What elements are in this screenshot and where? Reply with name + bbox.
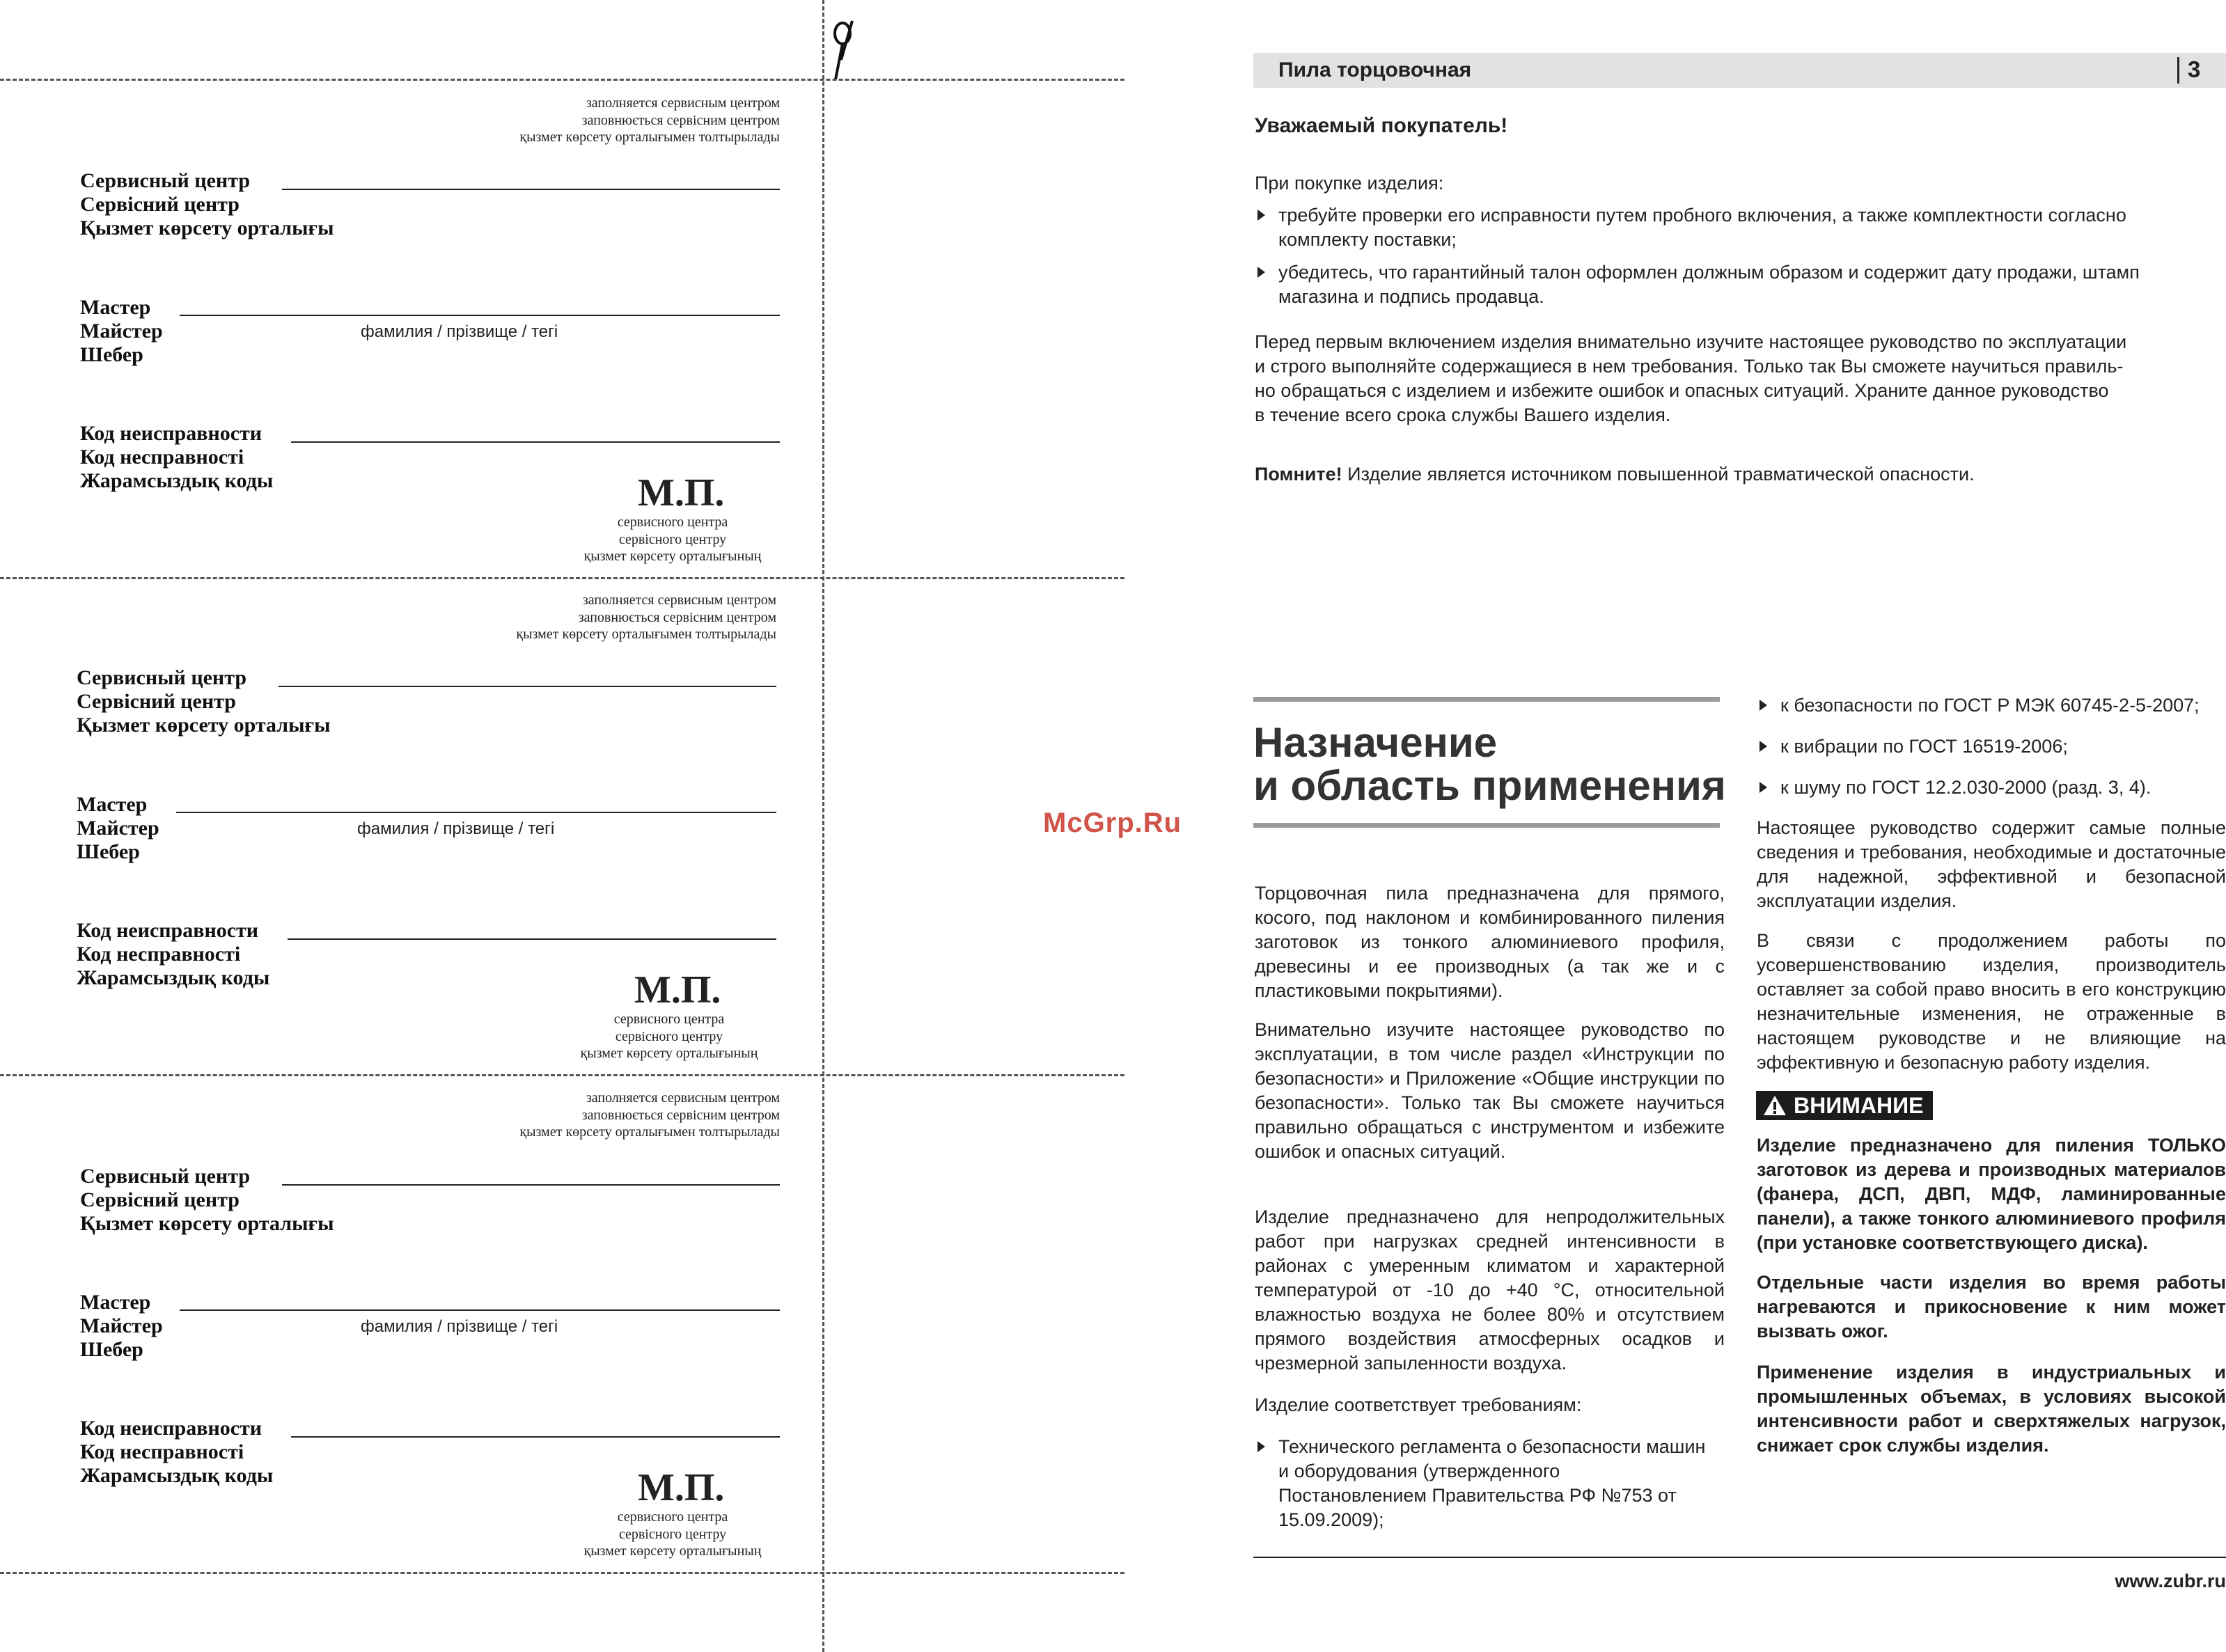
master-label: Мастер Майстер Шебер bbox=[77, 793, 159, 863]
stamp-note: сервисного центра сервісного центру қызмет көрсету орталығының bbox=[580, 1012, 758, 1061]
before-use-paragraph: Перед первым включением изделия внимательно изучите настоящее руководство по эксплуатации и строго выполняйте содержащиеся в нем требования. Только так Вы сможете научиться правиль- но обращаться с изделием и избежите ошибок и опасных ситуаций. Храните данное руководство в течение всего срока службы Вашего изделия. bbox=[1255, 331, 2127, 425]
service-center-field[interactable] bbox=[282, 1184, 780, 1186]
purchase-bullet-2: убедитесь, что гарантийный талон оформлен должным образом и содержит дату продажи, штамп магазина и подпись продавца. bbox=[1278, 262, 2140, 307]
fault-code-label: Код неисправности Код несправності Жарамсыздық коды bbox=[77, 919, 270, 989]
page-number: 3 bbox=[2188, 56, 2201, 82]
warning-heat-paragraph: Отдельные части изделия во время работы нагреваются и прикосновение к ним может вызвать ожог. bbox=[1757, 1272, 2226, 1342]
master-label: Мастер Майстер Шебер bbox=[80, 1291, 163, 1361]
stamp-label: М.П. bbox=[638, 1466, 725, 1509]
compliance-intro: Изделие соответствует требованиям: bbox=[1255, 1394, 1582, 1415]
cut-line-bottom bbox=[0, 1572, 1124, 1574]
page-title: Пила торцовочная bbox=[1278, 58, 1472, 81]
remember-note: Помните! Изделие является источником повышенной травматической опасности. bbox=[1255, 464, 1975, 485]
stamp-note: сервисного центра сервісного центру қызмет көрсету орталығының bbox=[583, 514, 762, 564]
master-field[interactable] bbox=[180, 315, 780, 316]
warning-triangle-icon bbox=[1763, 1095, 1787, 1116]
bullet-marker-icon bbox=[1257, 267, 1265, 278]
fault-code-field[interactable] bbox=[291, 1436, 780, 1438]
warning-badge bbox=[1756, 1091, 1933, 1120]
service-center-label: Сервисный центр Сервісний центр Қызмет көрсету орталығы bbox=[77, 666, 331, 737]
master-label: Мастер Майстер Шебер bbox=[80, 296, 163, 366]
stamp-note: сервисного центра сервісного центру қызмет көрсету орталығының bbox=[583, 1509, 762, 1559]
name-hint: фамилия / прізвище / тегі bbox=[361, 1317, 558, 1336]
fault-code-label: Код неисправности Код несправності Жарамсыздық коды bbox=[80, 1417, 274, 1487]
fault-code-field[interactable] bbox=[291, 441, 780, 443]
compliance-bullet-regulation: Технического регламента о безопасности машин и оборудования (утвержденного Постановлением Правительства РФ №753 от 15.09.2009); bbox=[1278, 1436, 1706, 1530]
bullet-marker-icon bbox=[1257, 1441, 1265, 1452]
footer-website: www.zubr.ru bbox=[2115, 1571, 2226, 1591]
stamp-label: М.П. bbox=[638, 471, 725, 514]
greeting-heading: Уважаемый покупатель! bbox=[1255, 114, 1508, 137]
purchase-bullet-1: требуйте проверки его исправности путем пробного включения, а также комплектности согласно комплекту поставки; bbox=[1278, 205, 2126, 250]
fault-code-field[interactable] bbox=[288, 938, 776, 940]
purchase-intro: При покупке изделия: bbox=[1255, 173, 1444, 194]
watermark: McGrp.Ru bbox=[1043, 808, 1182, 838]
vertical-cut-line bbox=[822, 0, 824, 1652]
standard-bullet-safety: к безопасности по ГОСТ Р МЭК 60745-2-5-2007; bbox=[1780, 695, 2200, 716]
standard-bullet-noise: к шуму по ГОСТ 12.2.030-2000 (разд. 3, 4). bbox=[1780, 777, 2151, 798]
warning-label: ВНИМАНИЕ bbox=[1794, 1092, 1924, 1118]
service-coupon-1 bbox=[0, 81, 822, 578]
bullet-marker-icon bbox=[1759, 700, 1767, 711]
service-coupon-2 bbox=[0, 578, 822, 1075]
fill-note: заполняется сервисным центром заповнюється сервісним центром қызмет көрсету орталығымен толтырылады bbox=[519, 95, 780, 145]
study-manual-paragraph: Внимательно изучите настоящее руководство по эксплуатации, в том числе раздел «Инструкции по безопасности» и Приложение «Общие инструкции по безопасности». Только так Вы сможете научиться правильно обращаться с инструментом и избежите ошибок и опасных ситуаций. bbox=[1255, 1019, 1725, 1162]
scissors-icon bbox=[822, 18, 863, 81]
service-coupon-3 bbox=[0, 1075, 822, 1572]
purpose-paragraph: Торцовочная пила предназначена для прямого, косого, под наклоном и комбинированного пиления заготовок из тонкого алюминиевого профиля, древесины и ее производных (а так же и с пластиковыми покрытиями). bbox=[1255, 883, 1725, 1001]
service-center-field[interactable] bbox=[279, 686, 776, 687]
bullet-marker-icon bbox=[1759, 741, 1767, 752]
warning-materials-paragraph: Изделие предназначено для пиления ТОЛЬКО заготовок из дерева и производных материалов (фанера, ДСП, ДВП, МДФ, ламинированные панели), а также тонкого алюминиевого профиля (при установке соответствующего диска). bbox=[1757, 1135, 2226, 1253]
service-center-label: Сервисный центр Сервісний центр Қызмет көрсету орталығы bbox=[80, 169, 334, 239]
section-rule-bottom bbox=[1253, 823, 1720, 828]
name-hint: фамилия / прізвище / тегі bbox=[361, 322, 558, 341]
service-center-label: Сервисный центр Сервісний центр Қызмет көрсету орталығы bbox=[80, 1165, 334, 1235]
service-center-field[interactable] bbox=[282, 189, 780, 190]
fault-code-label: Код неисправности Код несправності Жарамсыздық коды bbox=[80, 422, 274, 492]
improvements-paragraph: В связи с продолжением работы по усовершенствованию изделия, производитель оставляет за собой право вносить в его конструкцию незначительные изменения, не отраженные в настоящем руководстве и не влияющие на эффективную и безопасную работу изделия. bbox=[1757, 930, 2226, 1073]
manual-content-paragraph: Настоящее руководство содержит самые полные сведения и требования, необходимые и достаточные для надежной, эффективной и безопасной эксплуатации изделия. bbox=[1757, 817, 2226, 911]
fill-note: заполняется сервисным центром заповнюється сервісним центром қызмет көрсету орталығымен толтырылады bbox=[516, 592, 776, 642]
header-divider bbox=[2177, 57, 2179, 84]
master-field[interactable] bbox=[180, 1309, 780, 1311]
section-rule-top bbox=[1253, 697, 1720, 702]
section-title: Назначение и область применения bbox=[1253, 719, 1726, 809]
bullet-marker-icon bbox=[1759, 782, 1767, 793]
warning-industrial-use-paragraph: Применение изделия в индустриальных и промышленных объемах, в условиях высокой интенсивности работ и сверхтяжелых нагрузок, снижает срок службы изделия. bbox=[1757, 1362, 2226, 1456]
master-field[interactable] bbox=[176, 812, 776, 813]
standard-bullet-vibration: к вибрации по ГОСТ 16519-2006; bbox=[1780, 736, 2068, 757]
bullet-marker-icon bbox=[1257, 210, 1265, 221]
name-hint: фамилия / прізвище / тегі bbox=[357, 819, 555, 838]
page-header bbox=[1253, 53, 2226, 88]
stamp-label: М.П. bbox=[634, 968, 721, 1012]
fill-note: заполняется сервисным центром заповнюється сервісним центром қызмет көрсету орталығымен толтырылады bbox=[519, 1090, 780, 1140]
operating-conditions-paragraph: Изделие предназначено для непродолжительных работ при нагрузках средней интенсивности в районах с умеренным климатом и характерной температурой от -10 до +40 °С, относительной влажностью воздуха не более 80% и отсутствием прямого воздействия атмосферных осадков и чрезмерной запыленности воздуха. bbox=[1255, 1206, 1725, 1374]
footer-rule bbox=[1253, 1557, 2226, 1558]
